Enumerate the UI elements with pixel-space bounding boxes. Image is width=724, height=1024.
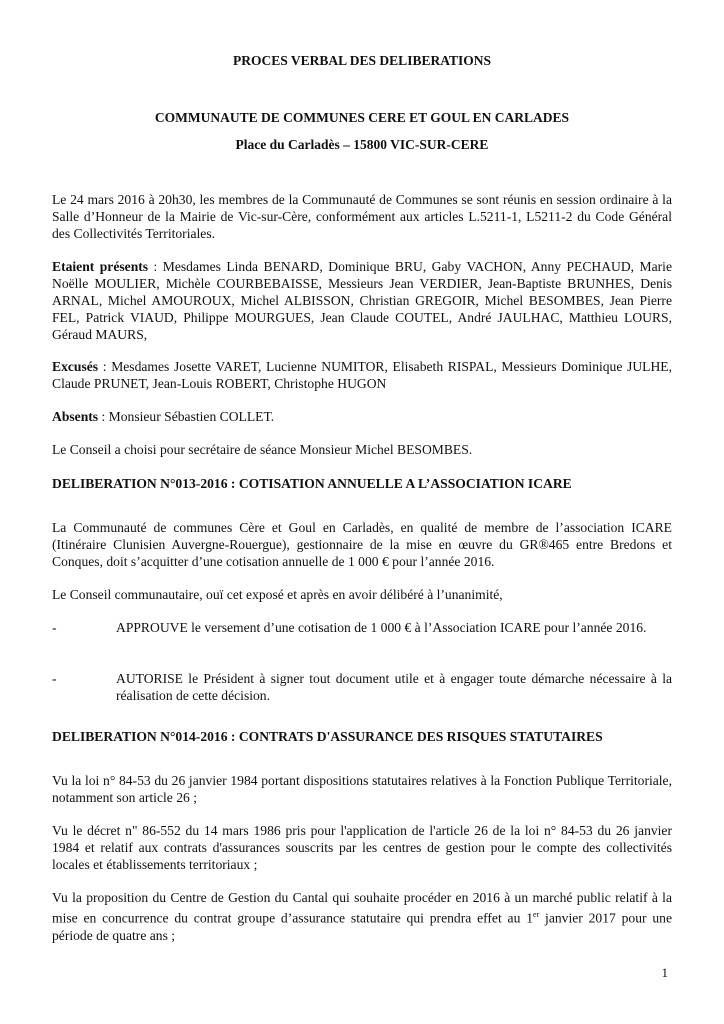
present-label: Etaient présents: [52, 259, 149, 274]
deliberation-14-paragraph-3: [52, 889, 672, 944]
excused-members: [52, 358, 672, 392]
page-number: 1: [661, 965, 668, 980]
deliberation-13-paragraph-2: Le Conseil communautaire, ouï cet exposé et après en avoir délibéré à l’unanimité,: [52, 587, 503, 602]
excused-label: Excusés: [52, 359, 99, 374]
organization-name: COMMUNAUTE DE COMMUNES CERE ET GOUL EN CARLADES: [154, 110, 570, 125]
intro-paragraph: Le 24 mars 2016 à 20h30, les membres de la Communauté de Communes se sont réunis en session ordinaire à la Salle d’Honneur de la Mairie de Vic-sur-Cère, conformément aux articles L.5211-1, L5211-2 du Code Général des Collectivités Territoriales.: [52, 192, 672, 241]
list-item-text: APPROUVE le versement d’une cotisation de 1 000 € à l’Association ICARE pour l’année 2016.: [116, 620, 647, 635]
secretary-paragraph: Le Conseil a choisi pour secrétaire de séance Monsieur Michel BESOMBES.: [52, 442, 473, 457]
deliberation-14-paragraph-1: Vu la loi n° 84-53 du 26 janvier 1984 portant dispositions statutaires relatives à la Fonction Publique Territoriale, notamment son article 26 ;: [52, 773, 672, 805]
absent-members: [52, 408, 672, 425]
organization-address: Place du Carladès – 15800 VIC-SUR-CERE: [235, 137, 489, 152]
list-bullet: -: [52, 671, 57, 686]
deliberation-14-heading: DELIBERATION N°014-2016 : CONTRATS D'ASSURANCE DES RISQUES STATUTAIRES: [52, 729, 603, 744]
list-bullet: -: [52, 620, 57, 635]
document-title: PROCES VERBAL DES DELIBERATIONS: [233, 53, 491, 68]
deliberation-13-paragraph-1: La Communauté de communes Cère et Goul en Carladès, en qualité de membre de l’association ICARE (Itinéraire Clunisien Auvergne-Rouergue), gestionnaire de la mise en œuvre du GR®465 entre Bredons et Conques, doit s’acquitter d’une cotisation annuelle de 1 000 € pour l’année 2016.: [52, 520, 672, 569]
absent-label: Absents: [52, 409, 99, 424]
superscript-er: er: [533, 910, 540, 919]
paragraph-3-text: Vu la proposition du Centre de Gestion du Cantal qui souhaite procéder en 2016 à un marché public relatif à la mise en concurrence du contrat groupe d’assurance statutaire qui prendra effet au 1: [52, 890, 672, 926]
paragraph-3-text-end: janvier 2017 pour une période de quatre ans ;: [52, 910, 672, 943]
list-item: [52, 670, 672, 704]
present-list: : Mesdames Linda BENARD, Dominique BRU, Gaby VACHON, Anny PECHAUD, Marie Noëlle MOULIER, Michèle COURBEBAISSE, Messieurs Jean VERDIER, Jean-Baptiste BRUNHES, Denis ARNAL, Michel AMOUROUX, Michel ALBISSON, Christian GREGOIR, Michel BESOMBES, Jean Pierre FEL, Patrick VIAUD, Philippe MOURGUES, Jean Claude COUTEL, André JAULHAC, Matthieu LOURS, Géraud MAURS,: [52, 259, 672, 342]
absent-list: : Monsieur Sébastien COLLET.: [98, 409, 275, 424]
excused-list: : Mesdames Josette VARET, Lucienne NUMITOR, Elisabeth RISPAL, Messieurs Dominique JULHE, Claude PRUNET, Jean-Louis ROBERT, Christophe HUGON: [52, 359, 672, 391]
list-item: [52, 619, 672, 636]
list-item-text: AUTORISE le Président à signer tout document utile et à engager toute démarche nécessaire à la réalisation de cette décision.: [116, 671, 672, 703]
present-members: [52, 258, 672, 343]
deliberation-14-paragraph-2: Vu le décret n" 86-552 du 14 mars 1986 pris pour l'application de l'article 26 de la loi n° 84-53 du 26 janvier 1984 et relatif aux contrats d'assurances souscrits par les centres de gestion pour le compte des collectivités locales et établissements territoriaux ;: [52, 823, 672, 872]
deliberation-13-heading: DELIBERATION N°013-2016 : COTISATION ANNUELLE A L’ASSOCIATION ICARE: [52, 476, 572, 491]
